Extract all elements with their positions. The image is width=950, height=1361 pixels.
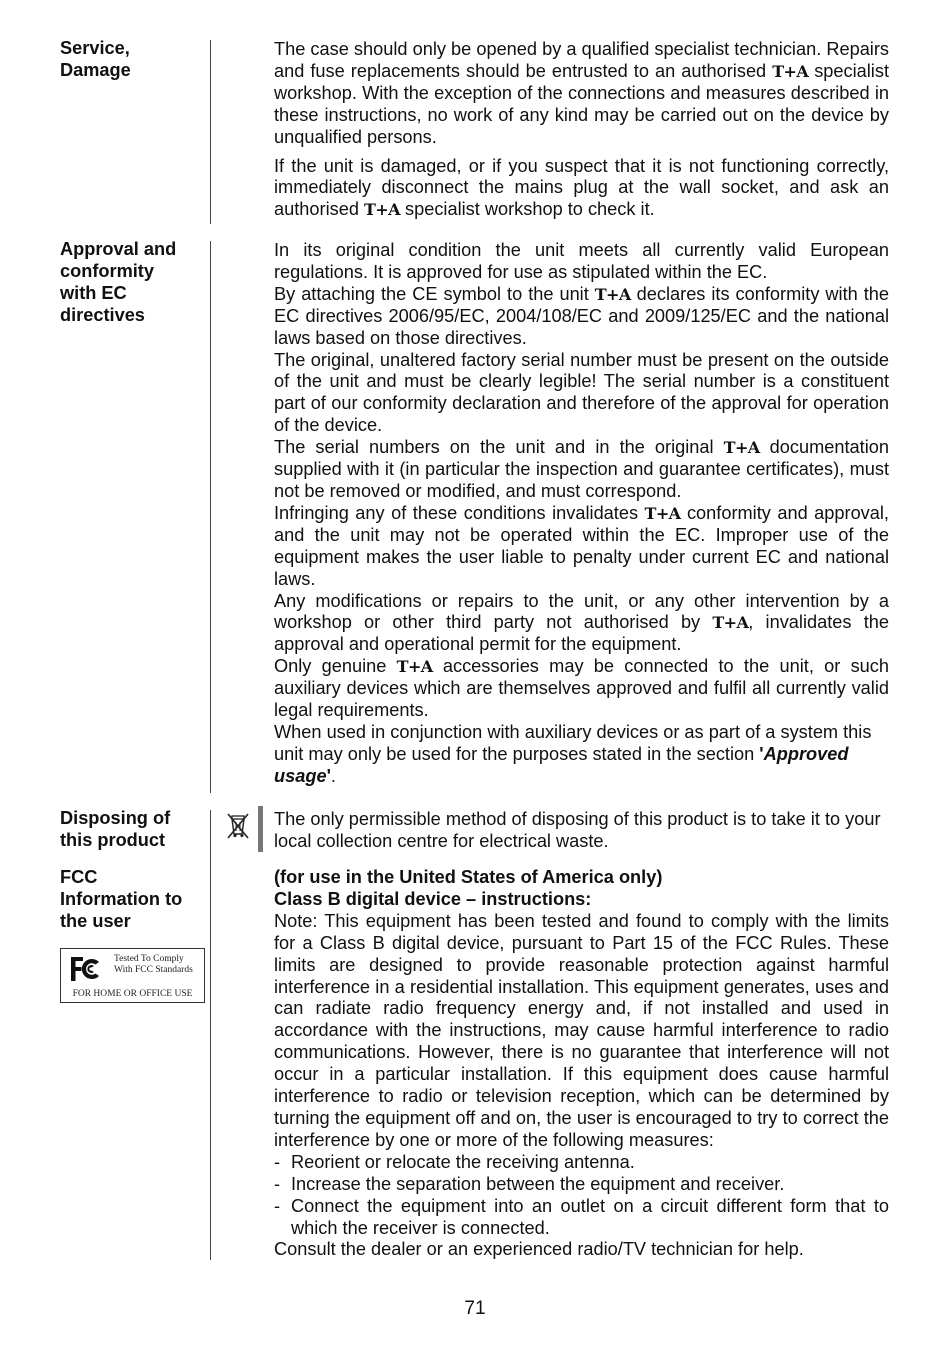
service-damage-heading xyxy=(60,38,195,82)
service-damage-text xyxy=(274,39,889,221)
heading-line: Damage xyxy=(60,59,131,80)
fcc-text xyxy=(274,867,889,1261)
service-paragraph-2 xyxy=(274,156,889,222)
approval-paragraph xyxy=(274,656,889,722)
heading-line: Service, xyxy=(60,38,130,58)
approval-paragraph: In its original condition the unit meets all currently valid European regulations. It is approved for use as stipulated within the EC. xyxy=(274,240,889,282)
page-number: 71 xyxy=(464,1298,486,1319)
text-run: declares its conformity with the EC directives 2006/95/EC, 2004/108/EC and 2009/125/EC and the national laws based on those directives. xyxy=(274,283,889,348)
fcc-usa-only-line: (for use in the United States of America only) xyxy=(274,867,663,887)
text-run: specialist workshop. With the exception of the connections and measures described in these instructions, no work of any kind may be carried out on the device by unqualified persons. xyxy=(274,60,889,147)
list-item xyxy=(274,1196,889,1240)
heading-line: Disposing of xyxy=(60,808,171,828)
heading-line: this product xyxy=(60,829,166,850)
heading-line: with EC xyxy=(60,282,127,303)
text-run: Only genuine xyxy=(274,656,397,677)
section-divider xyxy=(210,241,211,793)
ta-brand-logo xyxy=(595,285,631,304)
crossed-out-wheelie-bin-icon xyxy=(226,812,250,840)
text-run: If the unit is damaged, or if you suspect that it is not functioning correctly, immediately disconnect the mains plug at the wall socket, and ask an authorised xyxy=(274,155,889,220)
text-run: documentation supplied with it (in particular the inspection and guarantee certificates), must not be removed or modified, and must correspond. xyxy=(274,437,889,501)
heading-line: conformity xyxy=(60,260,154,281)
text-run: By attaching the CE symbol to the unit xyxy=(274,283,595,304)
approval-paragraph: The original, unaltered factory serial number must be present on the outside of the unit and must be clearly legible! The serial number is a constituent part of our conformity declaration and therefore of the approval for operation of the device. xyxy=(274,349,889,436)
disposing-text: The only permissible method of disposing of this product is to take it to your local collection centre for electrical waste. xyxy=(274,809,881,851)
quote-mark: ' xyxy=(759,743,764,764)
approval-paragraph xyxy=(274,503,889,591)
heading-line: FCC xyxy=(60,867,98,887)
approval-paragraph xyxy=(274,722,889,788)
approval-text xyxy=(274,240,889,788)
badge-line: Tested To Comply xyxy=(114,954,184,964)
fcc-class-b-title: Class B digital device – instructions: xyxy=(274,888,592,909)
section-divider xyxy=(210,810,211,1260)
text-run: conformity and approval, and the unit may not be operated within the EC. Improper use of the equipment makes the user liable to penalty under current EC and national laws. xyxy=(274,502,889,589)
list-dash: - xyxy=(274,1151,281,1172)
approval-heading xyxy=(60,239,195,327)
ta-brand-logo xyxy=(724,438,760,457)
text-run: The serial numbers on the unit and in the original xyxy=(274,437,724,458)
list-dash: - xyxy=(274,1195,281,1216)
text-run: Infringing any of these conditions invalidates xyxy=(274,502,645,523)
approval-paragraph xyxy=(274,437,889,503)
text-run: . xyxy=(330,765,336,786)
ta-brand-logo xyxy=(397,657,433,676)
approval-paragraph xyxy=(274,284,889,350)
list-item xyxy=(274,1174,889,1196)
heading-line: Information to xyxy=(60,888,183,909)
fcc-note-paragraph: Note: This equipment has been tested and found to comply with the limits for a Class B digital device, pursuant to Part 15 of the FCC Rules. These limits are designed to provide reasonable protection against harmful interference in a residential installation. This equipment generates, uses and can radiate radio frequency energy and, if not installed and used in accordance with the instructions, may cause harmful interference to radio communications. However, there is no guarantee that interference will not occur in a particular installation. If this equipment does cause harmful interference to radio or television reception, which can be determined by turning the equipment off and on, the user is encouraged to try to correct the interference by one or more of the following measures: xyxy=(274,910,889,1150)
ta-brand-logo xyxy=(772,62,808,81)
text-run: Any modifications or repairs to the unit, or any other intervention by a workshop or other third party not authorised by xyxy=(274,590,889,633)
ta-brand-logo xyxy=(364,200,400,219)
approved-usage-reference: Approved usage xyxy=(274,743,849,786)
heading-line: the user xyxy=(60,910,131,931)
fcc-compliance-badge xyxy=(60,948,205,1003)
text-run: When used in conjunction with auxiliary devices or as part of a system this unit may only be used for the purposes stated in the section xyxy=(274,721,872,764)
ta-brand-logo xyxy=(645,504,681,523)
heading-line: Approval and xyxy=(60,239,177,259)
text-run: The case should only be opened by a qualified specialist technician. Repairs and fuse replacements should be entrusted to an authorised xyxy=(274,39,889,81)
heading-line: directives xyxy=(60,304,145,325)
quote-mark: ' xyxy=(326,765,331,786)
fcc-logo-icon xyxy=(69,955,103,983)
fcc-tested-text xyxy=(114,954,193,976)
fcc-heading xyxy=(60,867,195,933)
list-item xyxy=(274,1152,889,1174)
list-item-text: Reorient or relocate the receiving antenna. xyxy=(291,1151,635,1172)
list-dash: - xyxy=(274,1173,281,1194)
badge-line: With FCC Standards xyxy=(114,965,193,975)
disposal-marker-bar xyxy=(258,806,263,852)
section-divider xyxy=(210,40,211,224)
text-run: specialist workshop to check it. xyxy=(399,199,655,220)
ta-brand-logo xyxy=(712,613,748,632)
text-run: accessories may be connected to the unit, or such auxiliary devices which are themselves approved and fulfil all currently valid legal requirements. xyxy=(274,656,889,721)
fcc-closing-line: Consult the dealer or an experienced radio/TV technician for help. xyxy=(274,1239,804,1260)
fcc-home-office-text: FOR HOME OR OFFICE USE xyxy=(72,989,193,999)
service-paragraph-1 xyxy=(274,39,889,149)
list-item-text: Connect the equipment into an outlet on a circuit different form that to which the receiver is connected. xyxy=(291,1195,889,1238)
list-item-text: Increase the separation between the equipment and receiver. xyxy=(291,1173,785,1194)
disposing-heading xyxy=(60,808,195,852)
approval-paragraph xyxy=(274,591,889,657)
text-run: , invalidates the approval and operational permit for the equipment. xyxy=(274,612,889,655)
